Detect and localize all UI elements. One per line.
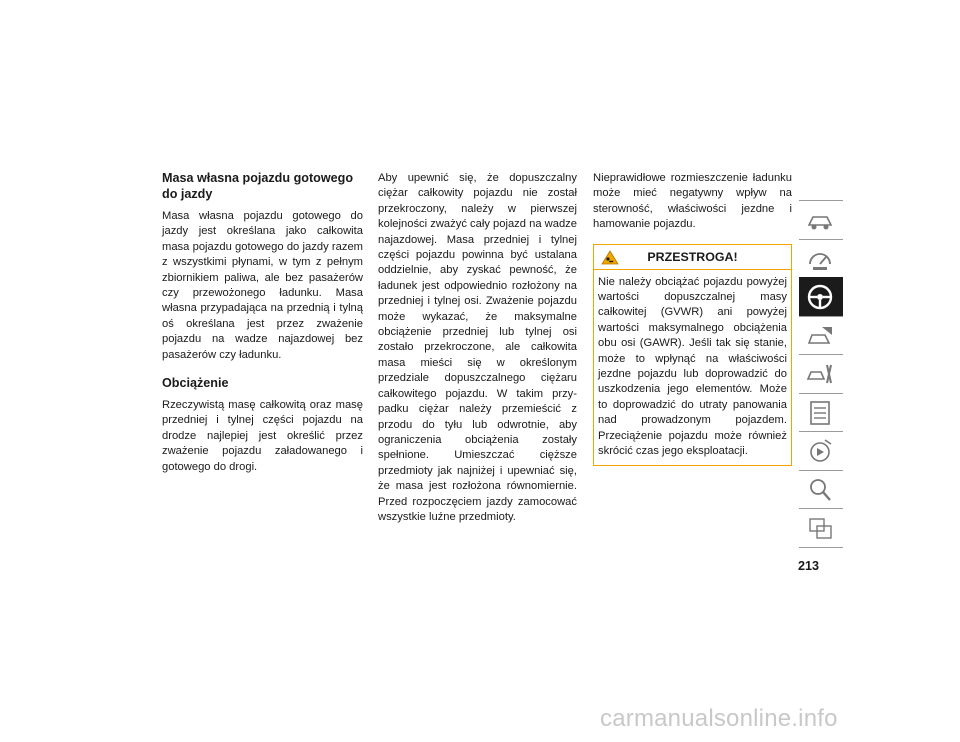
section-heading-loading: Obciążenie — [162, 376, 229, 391]
caution-header — [594, 245, 791, 270]
column-2 — [378, 171, 577, 525]
tab-starting-and-operating[interactable] — [799, 277, 843, 316]
paragraph-load-distribution: Nieprawidłowe rozmieszczenie ładunku może mieć negatywny wpływ na sterowność, właściwości jezdne i hamowanie pojazdu. — [593, 172, 792, 231]
tab-dashboard[interactable] — [799, 239, 843, 278]
tab-vehicle-introduction[interactable] — [799, 200, 843, 239]
tab-servicing[interactable] — [799, 354, 843, 393]
tab-languages[interactable] — [799, 508, 843, 547]
page-number: 213 — [798, 559, 820, 573]
paragraph-loading: Rzeczywistą masę całkowitą oraz masę przedniej i tylnej części pojazdu na drodze najlepiej jest określić przez zważenie pojazdu załadowanego i gotowego do drogi. — [162, 399, 363, 473]
tab-index[interactable] — [799, 470, 843, 509]
steering-wheel-icon — [805, 282, 835, 312]
multimedia-icon — [805, 436, 835, 466]
column-3 — [593, 171, 792, 466]
chapter-tabs — [799, 200, 843, 549]
vehicle-introduction-icon — [805, 205, 835, 235]
watermark: carmanualsonline.info — [600, 705, 838, 732]
tabs-bottom-line — [799, 547, 843, 549]
tab-multimedia[interactable] — [799, 431, 843, 470]
tab-safety[interactable] — [799, 316, 843, 355]
section-heading-curb-weight: Masa własna pojazdu gotowego do jazdy — [162, 171, 354, 201]
car-safety-icon — [805, 321, 835, 351]
dashboard-gauge-icon — [805, 244, 835, 274]
paragraph-curb-weight: Masa własna pojazdu gotowego do jazdy jest określana jako całkowita masa pojazdu gotowego do jazdy razem z wszystkimi płynami, w tym z pełnym zbiornikiem paliwa, ale bez pasażerów czy przewożonego ładunku. Masa własna przypadająca na przednią i tylną oś określana jest przez zważenie pojazdu na wadze najazdowej bez pasażerów czy ładunku. — [162, 210, 363, 361]
warning-triangle-icon — [601, 249, 619, 273]
caution-title: PRZESTROGA! — [647, 249, 738, 264]
caution-box — [593, 244, 792, 466]
language-icon — [805, 513, 835, 543]
tab-specifications[interactable] — [799, 393, 843, 432]
specifications-list-icon — [805, 398, 835, 428]
car-service-wrench-icon — [805, 359, 835, 389]
caution-text: Nie należy obciążać pojazdu powyżej wartości dopuszczalnej masy całkowitej (GVWR) ani powyżej wartości maksymalnego obciążenia obu osi (GAWR). Jeśli tak się stanie, może to wpłynąć na właściwości jezdne pojazdu lub doprowadzić do uszkodzenia jego elementów. Może to doprowadzić do utraty panowania nad prowadzonym pojazdem. Przeciążenie pojazdu może również skrócić czas jego eksploatacji. — [598, 275, 787, 458]
magnifier-index-icon — [805, 475, 835, 505]
paragraph-weighing: Aby upewnić się, że dopuszczalny ciężar całkowity pojazdu nie został przekroczony, należy w pierwszej kolejności zważyć cały pojazd na wadze najazdowej. Masa przedniej i tylnej części pojazdu powinna być ustalana oddzielnie, aby zyskać pewność, że ładunek jest odpowiednio rozłożony na przedniej i tylnej osi. Zważenie pojazdu może wykazać, że maksymalne obciążenie przedniej lub tylnej osi zostało przekroczone, ale całkowita masa mieści się w określonym przedziale dopuszczalnego ciężaru całkowitego pojazdu. W takim przypadku ciężar należy przemieścić z przodu do tyłu lub odwrotnie, aby ograniczenia obciążenia zostały spełnione. Umieszczać cięższe przedmioty jak najniżej i upewniać się, że masa jest rozłożona równomiernie. Przed rozpoczęciem jazdy zamocować wszystkie luźne przedmioty. — [378, 172, 577, 523]
column-1 — [162, 170, 363, 475]
